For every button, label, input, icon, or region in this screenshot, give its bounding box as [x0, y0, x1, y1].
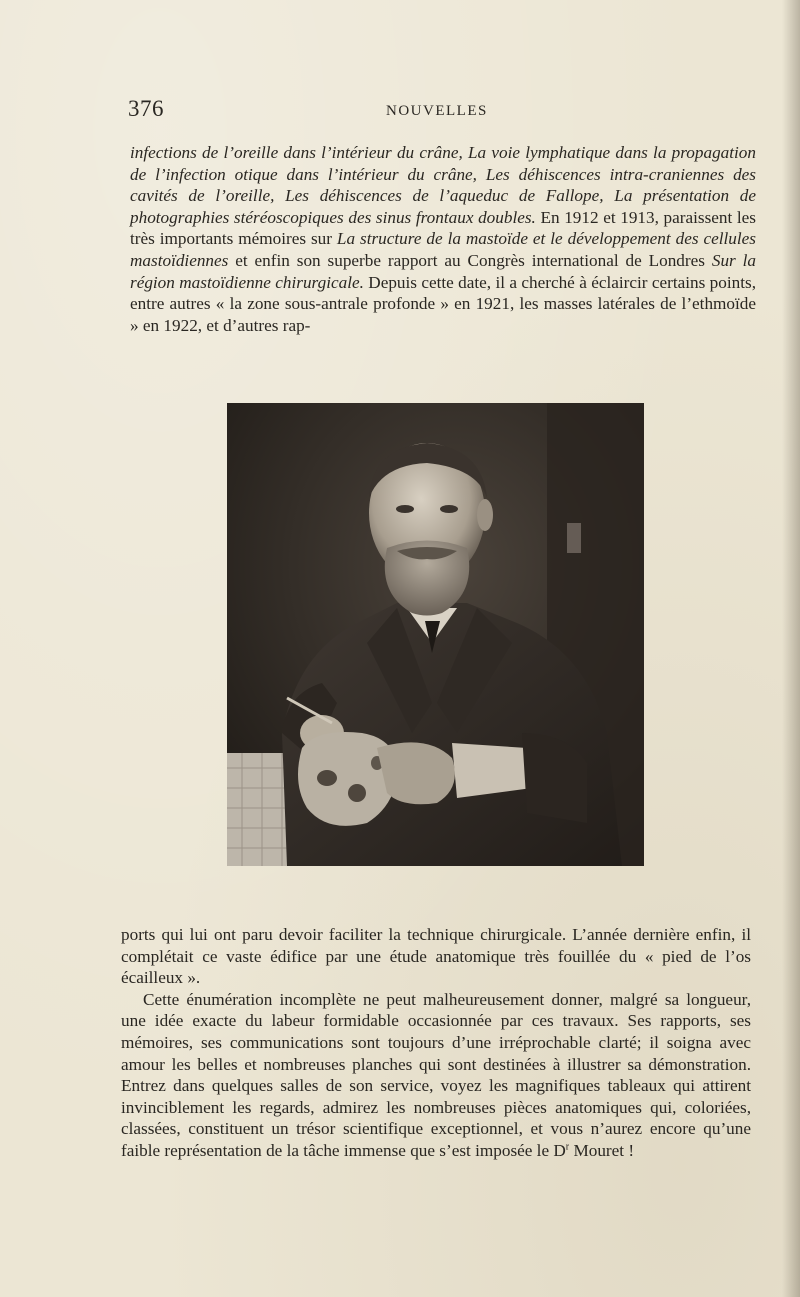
text-segment: Cette énumération incomplète ne peut malheureusement donner, malgré sa longueur, une idée exacte du labeur formidable occasionnée par ces travaux. Ses rapports, ses mémoires, ses communications sont toujours d’une irréprochable clarté; il soigna avec amour les belles et nombreuses planches qui sont destinées à illustrer sa démonstration. Entrez dans quelques salles de son service, voyez les magnifiques tableaux qui attirent invinciblement les regards, admirez les nombreuses pièces anatomiques qui, coloriées, classées, constituent un trésor scientifique exceptionnel, et vous n’aurez encore qu’une faible représentation de la tâche immense que s’est imposée le D: [121, 989, 751, 1160]
bottom-paragraphs: [121, 924, 751, 1162]
text-segment: Mouret !: [569, 1140, 635, 1160]
text-segment: et enfin son superbe rapport au Congrès international de Londres: [228, 250, 712, 270]
page-header: [128, 96, 758, 126]
text-italic-titles: infections de l’oreille dans l’intérieur du crâne, La voie lymphatique dans la propagation de l’infection otique dans l’intérieur du crâne, Les déhiscences intra-craniennes des cavités de l’oreille, Les déhiscences de l’aqueduc de Fallope, La présentation de photographies stéréoscopiques des sinus frontaux doubles.: [130, 143, 756, 227]
running-head: NOUVELLES: [386, 103, 488, 119]
text-italic-title: La structure de la mastoïde et le développement des cellules mastoïdiennes: [130, 229, 756, 270]
superscript: r: [565, 1141, 570, 1153]
text-segment: Depuis cette date, il a cherché à éclaircir certains points, entre autres « la zone sous-antrale profonde » en 1921, les masses latérales de l’ethmoïde » en 1922, et d’autres rap-: [130, 272, 756, 335]
top-paragraph: [130, 142, 756, 336]
portrait-photo-icon: [227, 403, 644, 866]
portrait-photo: [227, 403, 644, 866]
paragraph-2: [121, 989, 751, 1162]
paragraph-1: ports qui lui ont paru devoir faciliter la technique chirurgicale. L’année dernière enfin, il complétait ce vaste édifice par une étude anatomique très fouillée du « pied de l’os écailleux ».: [121, 925, 751, 988]
text-segment: En 1912 et 1913, paraissent les très importants mémoires sur: [130, 207, 756, 249]
page-number: 376: [128, 96, 164, 121]
page-edge-shadow: [782, 0, 800, 1297]
text-italic-title: Sur la région mastoïdienne chirurgicale.: [130, 250, 757, 292]
